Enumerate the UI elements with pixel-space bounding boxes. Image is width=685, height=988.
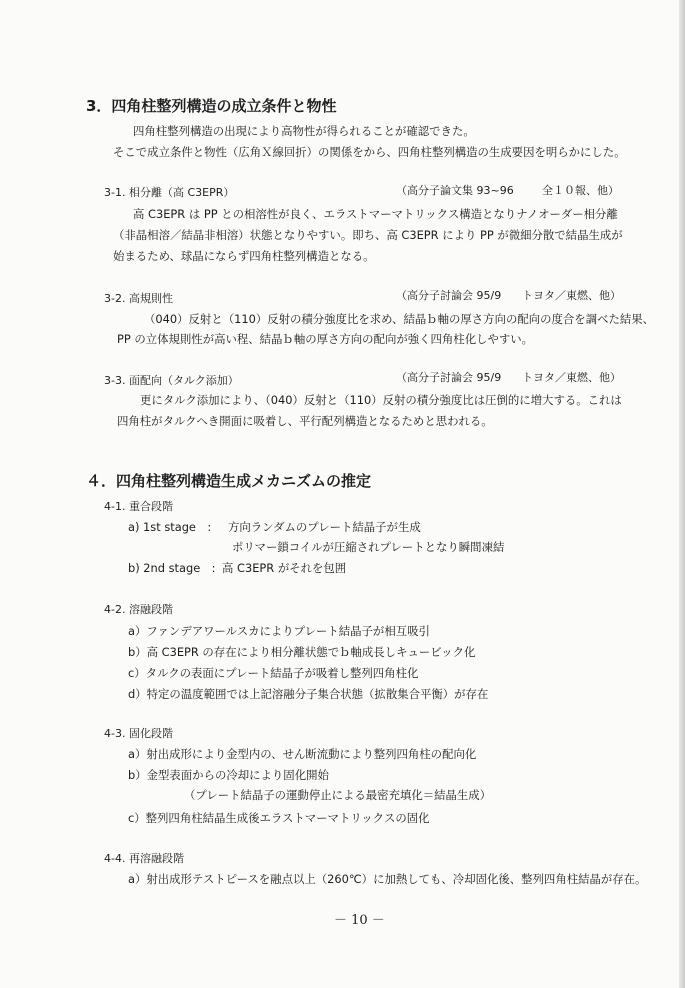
subsection-4-2-item-a: a）ファンデアワールスカによりプレート結晶子が相互吸引 bbox=[128, 624, 430, 638]
subsection-4-1-heading: 4-1. 重合段階 bbox=[104, 500, 173, 513]
section-4-title: ４．四角柱整列構造生成メカニズムの推定 bbox=[86, 472, 372, 490]
subsection-3-1-reference-note: 全１０報、他） bbox=[542, 184, 619, 197]
subsection-3-3-line-1: 更にタルク添加により、（040）反射と（110）反射の積分強度比は圧倒的に増大する。これは bbox=[140, 393, 622, 407]
stage-2-text: 高 C3EPR がそれを包囲 bbox=[222, 561, 347, 575]
section-3-intro-line-2: そこで成立条件と物性（広角Ｘ線回折）の関係をから、四角柱整列構造の生成要因を明らかにした。 bbox=[113, 145, 626, 159]
stage-1-text: 方向ランダムのプレート結晶子が生成 bbox=[228, 520, 421, 534]
section-3-intro-line-1: 四角柱整列構造の出現により高物性が得られることが確認できた。 bbox=[133, 124, 475, 138]
subsection-3-3-heading: 3-3. 面配向（タルク添加） bbox=[104, 374, 239, 387]
stage-2-label: b) 2nd stage : bbox=[128, 561, 216, 575]
stage-1-text-continued: ポリマー鎖コイルが圧縮されプレートとなり瞬間凍結 bbox=[232, 540, 505, 554]
subsection-3-1-line-1: 高 C3EPR は PP との相溶性が良く、エラストマーマトリックス構造となりナノオーダー相分離 bbox=[133, 207, 618, 221]
subsection-3-2-reference-note: トヨタ／東燃、他） bbox=[522, 289, 621, 302]
stage-1-label: a) 1st stage : bbox=[128, 520, 212, 534]
subsection-3-1-reference: （高分子論文集 93~96 bbox=[396, 184, 514, 197]
subsection-3-2-reference: （高分子討論会 95/9 bbox=[396, 289, 502, 302]
subsection-4-3-item-b: b）金型表面からの冷却により固化開始 bbox=[128, 768, 329, 782]
subsection-3-2-line-1: （040）反射と（110）反射の積分強度比を求め、結晶ｂ軸の厚さ方向の配向の度合を調べた結果、 bbox=[144, 312, 655, 326]
page-number: － 10 － bbox=[334, 913, 385, 928]
subsection-4-3-item-c: c）整列四角柱結晶生成後エラストマーマトリックスの固化 bbox=[128, 811, 430, 825]
subsection-4-2-item-d: d）特定の温度範囲では上記溶融分子集合状態（拡散集合平衡）が存在 bbox=[128, 687, 489, 701]
subsection-3-2-line-2: PP の立体規則性が高い程、結晶ｂ軸の厚さ方向の配向が強く四角柱化しやすい。 bbox=[117, 332, 534, 346]
subsection-3-3-line-2: 四角柱がタルクへき開面に吸着し、平行配列構造となるためと思われる。 bbox=[117, 414, 493, 428]
subsection-3-3-reference-note: トヨタ／東燃、他） bbox=[522, 371, 621, 384]
subsection-4-4-item-a: a）射出成形テストピースを融点以上（260℃）に加熱しても、冷却固化後、整列四角柱結晶が存在。 bbox=[128, 872, 647, 886]
subsection-4-4-heading: 4-4. 再溶融段階 bbox=[104, 852, 184, 865]
subsection-4-3-item-b-note: （プレート結晶子の運動停止による最密充填化＝結晶生成） bbox=[184, 788, 492, 802]
subsection-4-2-item-c: c）タルクの表面にプレート結晶子が吸着し整列四角柱化 bbox=[128, 666, 419, 680]
section-3-title: 3．四角柱整列構造の成立条件と物性 bbox=[86, 97, 337, 115]
page-edge-shadow bbox=[679, 0, 685, 988]
subsection-4-2-heading: 4-2. 溶融段階 bbox=[104, 603, 173, 616]
subsection-3-3-reference: （高分子討論会 95/9 bbox=[396, 371, 502, 384]
subsection-4-2-item-b: b）高 C3EPR の存在により相分離状態でｂ軸成長しキュービック化 bbox=[128, 645, 476, 659]
subsection-4-3-item-a: a）射出成形により金型内の、せん断流動により整列四角柱の配向化 bbox=[128, 747, 477, 761]
subsection-3-1-heading: 3-1. 相分離（高 C3EPR） bbox=[104, 186, 235, 199]
subsection-4-3-heading: 4-3. 固化段階 bbox=[104, 727, 173, 740]
subsection-3-2-heading: 3-2. 高規則性 bbox=[104, 292, 173, 305]
subsection-3-1-line-3: 始まるため、球晶にならず四角柱整列構造となる。 bbox=[113, 249, 375, 263]
subsection-3-1-line-2: （非晶相溶／結晶非相溶）状態となりやすい。即ち、高 C3EPR により PP が微細分散で結晶生成が bbox=[113, 228, 623, 242]
